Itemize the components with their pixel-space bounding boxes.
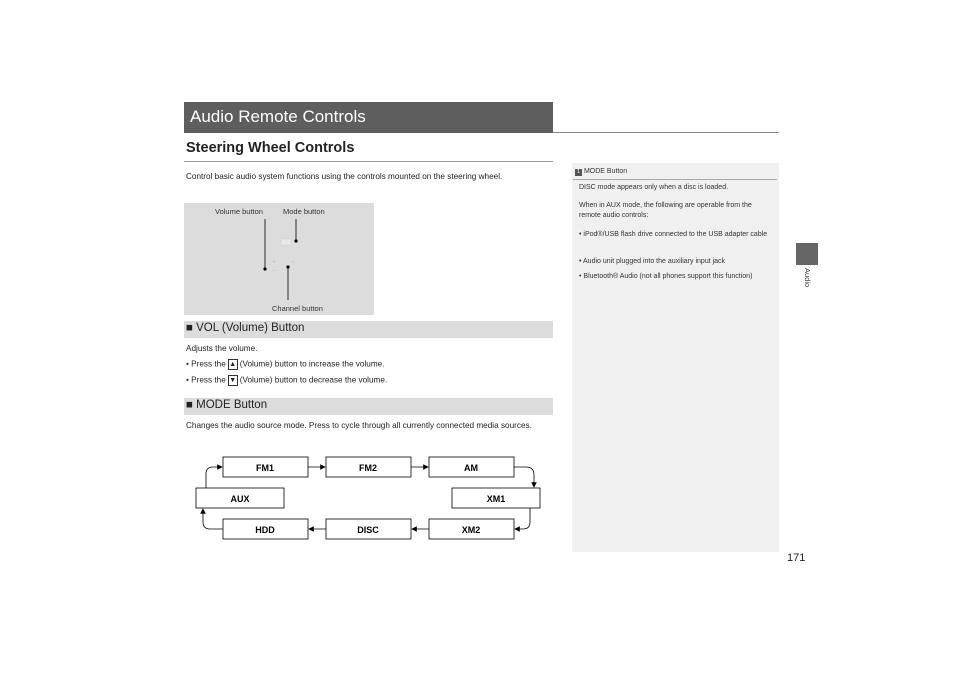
intro-text: Control basic audio system functions using the controls mounted on the steering wheel. (186, 172, 503, 181)
note-bullet-text: iPod®/USB flash drive connected to the USB adapter cable (583, 231, 768, 238)
steering-controls-illustration (184, 203, 374, 315)
page-title: Audio Remote Controls (190, 107, 366, 126)
mode-button-label: Mode button (283, 207, 325, 216)
note-title-row (575, 167, 627, 177)
mode-label-fm1: FM1 (256, 463, 274, 473)
side-note-panel (572, 163, 779, 552)
note-paragraph-2: When in AUX mode, the following are operable from the remote audio controls: (579, 202, 752, 219)
note-bullet-text: Bluetooth® Audio (not all phones support this function) (583, 273, 753, 280)
arrow-am-xm1 (514, 467, 534, 487)
arrow-aux-fm1 (206, 467, 222, 488)
mode-label-hdd: HDD (255, 525, 275, 535)
chapter-label: Audio (803, 268, 812, 288)
mode-label-xm2: XM2 (461, 525, 481, 535)
title-rule (553, 132, 779, 133)
note-title: MODE Button (583, 168, 628, 175)
bullet-prefix: Press the (191, 359, 226, 369)
page-number: 171 (787, 552, 806, 564)
volume-up-key-icon: ▲ (229, 361, 237, 368)
note-marker-icon: 1 (576, 169, 581, 175)
mode-label-xm1: XM1 (486, 494, 506, 504)
section-heading: Steering Wheel Controls (186, 140, 355, 156)
vol-section-heading-bar (184, 321, 553, 338)
note-paragraph-1: DISC mode appears only when a disc is loaded. (579, 184, 729, 191)
channel-button-label: Channel button (272, 304, 323, 313)
note-bullet-2: • Audio unit plugged into the auxiliary input jack (579, 258, 726, 265)
mode-label-aux: AUX (230, 494, 250, 504)
volume-down-key-icon: ▼ (229, 377, 237, 384)
chapter-tab-marker (796, 243, 818, 265)
arrow-hdd-aux (203, 509, 223, 529)
svg-text:^: ^ (291, 261, 296, 267)
mode-section-heading-bar (184, 398, 553, 415)
vol-section-heading: ■ VOL (Volume) Button (186, 322, 305, 334)
svg-text:−: − (272, 268, 277, 274)
page-title-bar (184, 102, 553, 133)
mode-section-heading: ■ MODE Button (186, 399, 268, 411)
note-bullet-text: Audio unit plugged into the auxiliary input jack (583, 258, 726, 265)
svg-text:+: + (272, 259, 277, 265)
bullet-prefix: Press the (191, 375, 226, 385)
note-bullet-1: • iPod®/USB flash drive connected to the USB adapter cable (579, 231, 768, 238)
mode-label-disc: DISC (357, 525, 379, 535)
note-bullet-3: • Bluetooth® Audio (not all phones support this function) (579, 273, 753, 280)
steering-wheel-figure (184, 203, 374, 315)
section-rule (184, 161, 553, 162)
volume-button-label: Volume button (215, 207, 263, 216)
mode-cycle-diagram (190, 450, 550, 550)
note-rule (573, 179, 777, 180)
mode-description: Changes the audio source mode. Press to cycle through all currently connected media sources. (186, 421, 532, 430)
vol-description: Adjusts the volume. (186, 344, 258, 353)
vol-bullet-decrease: • Press the ▼ (Volume) button to decrease the volume. (186, 375, 388, 385)
mode-label-fm2: FM2 (359, 463, 377, 473)
bullet-suffix: (Volume) button to increase the volume. (239, 359, 385, 369)
vol-bullet-increase: • Press the ▲ (Volume) button to increase the volume. (186, 359, 385, 369)
bullet-suffix: (Volume) button to decrease the volume. (239, 375, 388, 385)
mode-label-am: AM (464, 463, 478, 473)
arrow-xm1-xm2 (515, 508, 530, 529)
